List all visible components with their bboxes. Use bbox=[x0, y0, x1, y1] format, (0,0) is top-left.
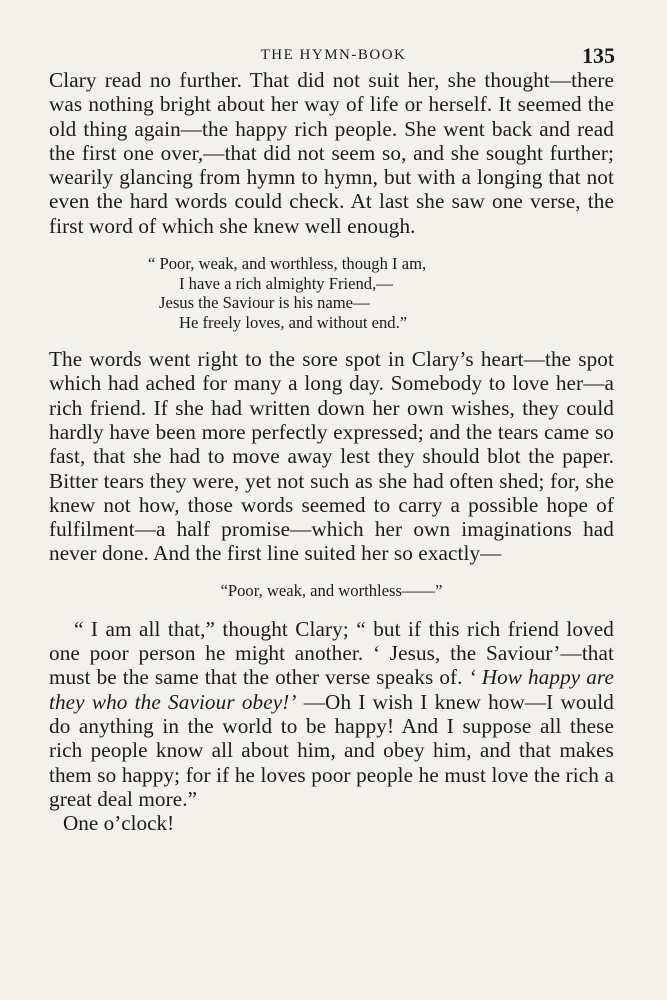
running-head bbox=[0, 45, 667, 69]
verse-line-4: He freely loves, and without end.” bbox=[179, 312, 408, 332]
paragraph-1: Clary read no further. That did not suit her, she thought—there was nothing bright about her way of life or herself. It seemed the old thing again—the happy rich people. She went back and read the first one over,—that did not seem so, and she sought further; wearily glancing from hymn to hymn, but with a longing that not even the hard words could check. At last she saw one verse, the first word of which she knew well enough. bbox=[49, 68, 614, 238]
page-number: 135 bbox=[582, 43, 615, 68]
running-title: THE HYMN-BOOK bbox=[260, 47, 407, 63]
body-text bbox=[49, 68, 614, 835]
paragraph-3-italic-quote: ‘ How happy are they who the Saviour obey!’ bbox=[49, 665, 614, 714]
paragraph-3 bbox=[49, 617, 614, 811]
verse-line-1: “ Poor, weak, and worthless, though I am, bbox=[148, 254, 427, 274]
verse-line-2: I have a rich almighty Friend,— bbox=[179, 273, 393, 293]
paragraph-3-continuation: —Oh I wish I knew how—I would do anything in the world to be happy! And I suppose all these rich people know all about him, and obey him, and that makes them so happy; for if he loves poor people he must love the rich a great deal more.” bbox=[49, 689, 614, 811]
paragraph-3-text: “ I am all that,” thought Clary; “ but if this rich friend loved one poor person he might another. ‘ Jesus, the Saviour’—that must be the same that the other verse speaks of. bbox=[49, 616, 614, 690]
quote-line: “Poor, weak, and worthless——” bbox=[220, 580, 443, 600]
verse-quotation bbox=[49, 254, 614, 332]
verse-line-3: Jesus the Saviour is his name— bbox=[159, 293, 370, 313]
paragraph-2: The words went right to the sore spot in Clary’s heart—the spot which had ached for many a long day. Somebody to love her—a rich friend. If she had written down her own wishes, they could hardly have been more perfectly expressed; and the tears came so fast, that she had to move away lest they should blot the paper. Bitter tears they were, yet not such as she had often shed; for, she knew not how, those words seemed to carry a possible hope of fulfilment—a half promise—which her own imaginations had never done. And the first line suited her so exactly— bbox=[49, 347, 614, 566]
closing-line: One o’clock! bbox=[63, 811, 175, 836]
